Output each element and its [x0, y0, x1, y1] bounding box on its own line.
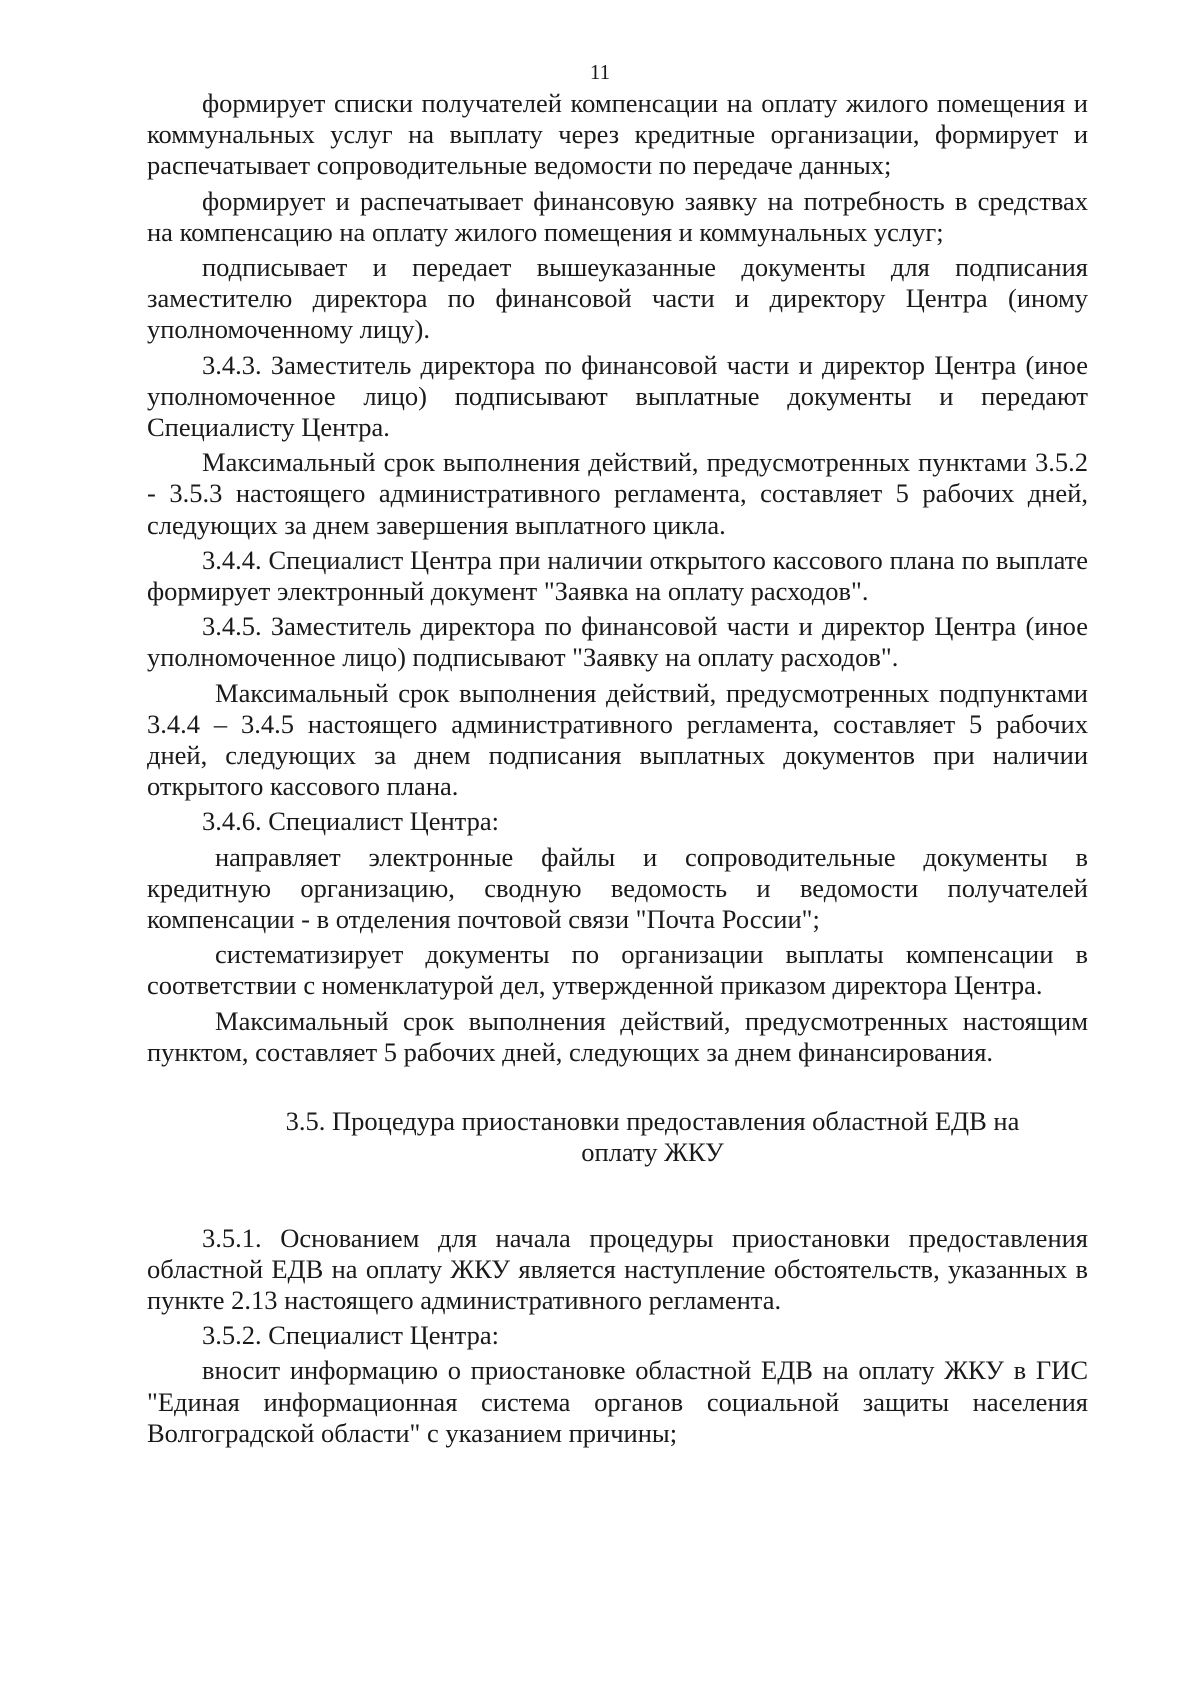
paragraph: направляет электронные файлы и сопроводительные документы в кредитную организацию, сводную ведомость и ведомости получателей компенсации - в отделения почтовой связи "Почта России"; — [147, 841, 1088, 935]
section-heading: 3.5. Процедура приостановки предоставления областной ЕДВ на оплату ЖКУ — [285, 1106, 1020, 1168]
paragraph: 3.5.2. Специалист Центра: — [202, 1320, 499, 1351]
paragraph: Максимальный срок выполнения действий, предусмотренных пунктами 3.5.2 - 3.5.3 настоящего административного регламента, составляет 5 рабочих дней, следующих за днем завершения выплатного цикла. — [147, 447, 1088, 540]
paragraph: 3.4.6. Специалист Центра: — [202, 806, 499, 837]
paragraph: 3.4.4. Специалист Центра при наличии открытого кассового плана по выплате формирует электронный документ "Заявка на оплату расходов". — [147, 544, 1088, 607]
paragraph: Максимальный срок выполнения действий, предусмотренных настоящим пунктом, составляет 5 рабочих дней, следующих за днем финансирования. — [147, 1005, 1088, 1067]
document-body — [147, 88, 1088, 1449]
paragraph: 3.4.5. Заместитель директора по финансовой части и директор Центра (иное уполномоченное лицо) подписывают "Заявку на оплату расходов". — [147, 611, 1088, 673]
paragraph: систематизирует документы по организации выплаты компенсации в соответствии с номенклатурой дел, утвержденной приказом директора Центра. — [147, 939, 1088, 1001]
paragraph: 3.5.1. Основанием для начала процедуры приостановки предоставления областной ЕДВ на оплату ЖКУ является наступление обстоятельств, указанных в пункте 2.13 настоящего административного регламента. — [147, 1222, 1088, 1315]
page-number: 11 — [589, 60, 611, 84]
paragraph: формирует и распечатывает финансовую заявку на потребность в средствах на компенсацию на оплату жилого помещения и коммунальных услуг; — [147, 185, 1088, 247]
paragraph: подписывает и передает вышеуказанные документы для подписания заместителю директора по финансовой части и директору Центра (иному уполномоченному лицу). — [147, 252, 1088, 345]
paragraph: 3.4.3. Заместитель директора по финансовой части и директор Центра (иное уполномоченное лицо) подписывают выплатные документы и передают Специалисту Центра. — [147, 349, 1088, 443]
paragraph: вносит информацию о приостановке областной ЕДВ на оплату ЖКУ в ГИС "Единая информационная система органов социальной защиты населения Волгоградской области" с указанием причины; — [147, 1355, 1088, 1448]
paragraph: формирует списки получателей компенсации на оплату жилого помещения и коммунальных услуг на выплату через кредитные организации, формирует и распечатывает сопроводительные ведомости по передаче данных; — [147, 88, 1088, 181]
paragraph: Максимальный срок выполнения действий, предусмотренных подпунктами 3.4.4 – 3.4.5 настоящего административного регламента, составляет 5 рабочих дней, следующих за днем подписания выплатных документов при наличии открытого кассового плана. — [147, 677, 1088, 802]
